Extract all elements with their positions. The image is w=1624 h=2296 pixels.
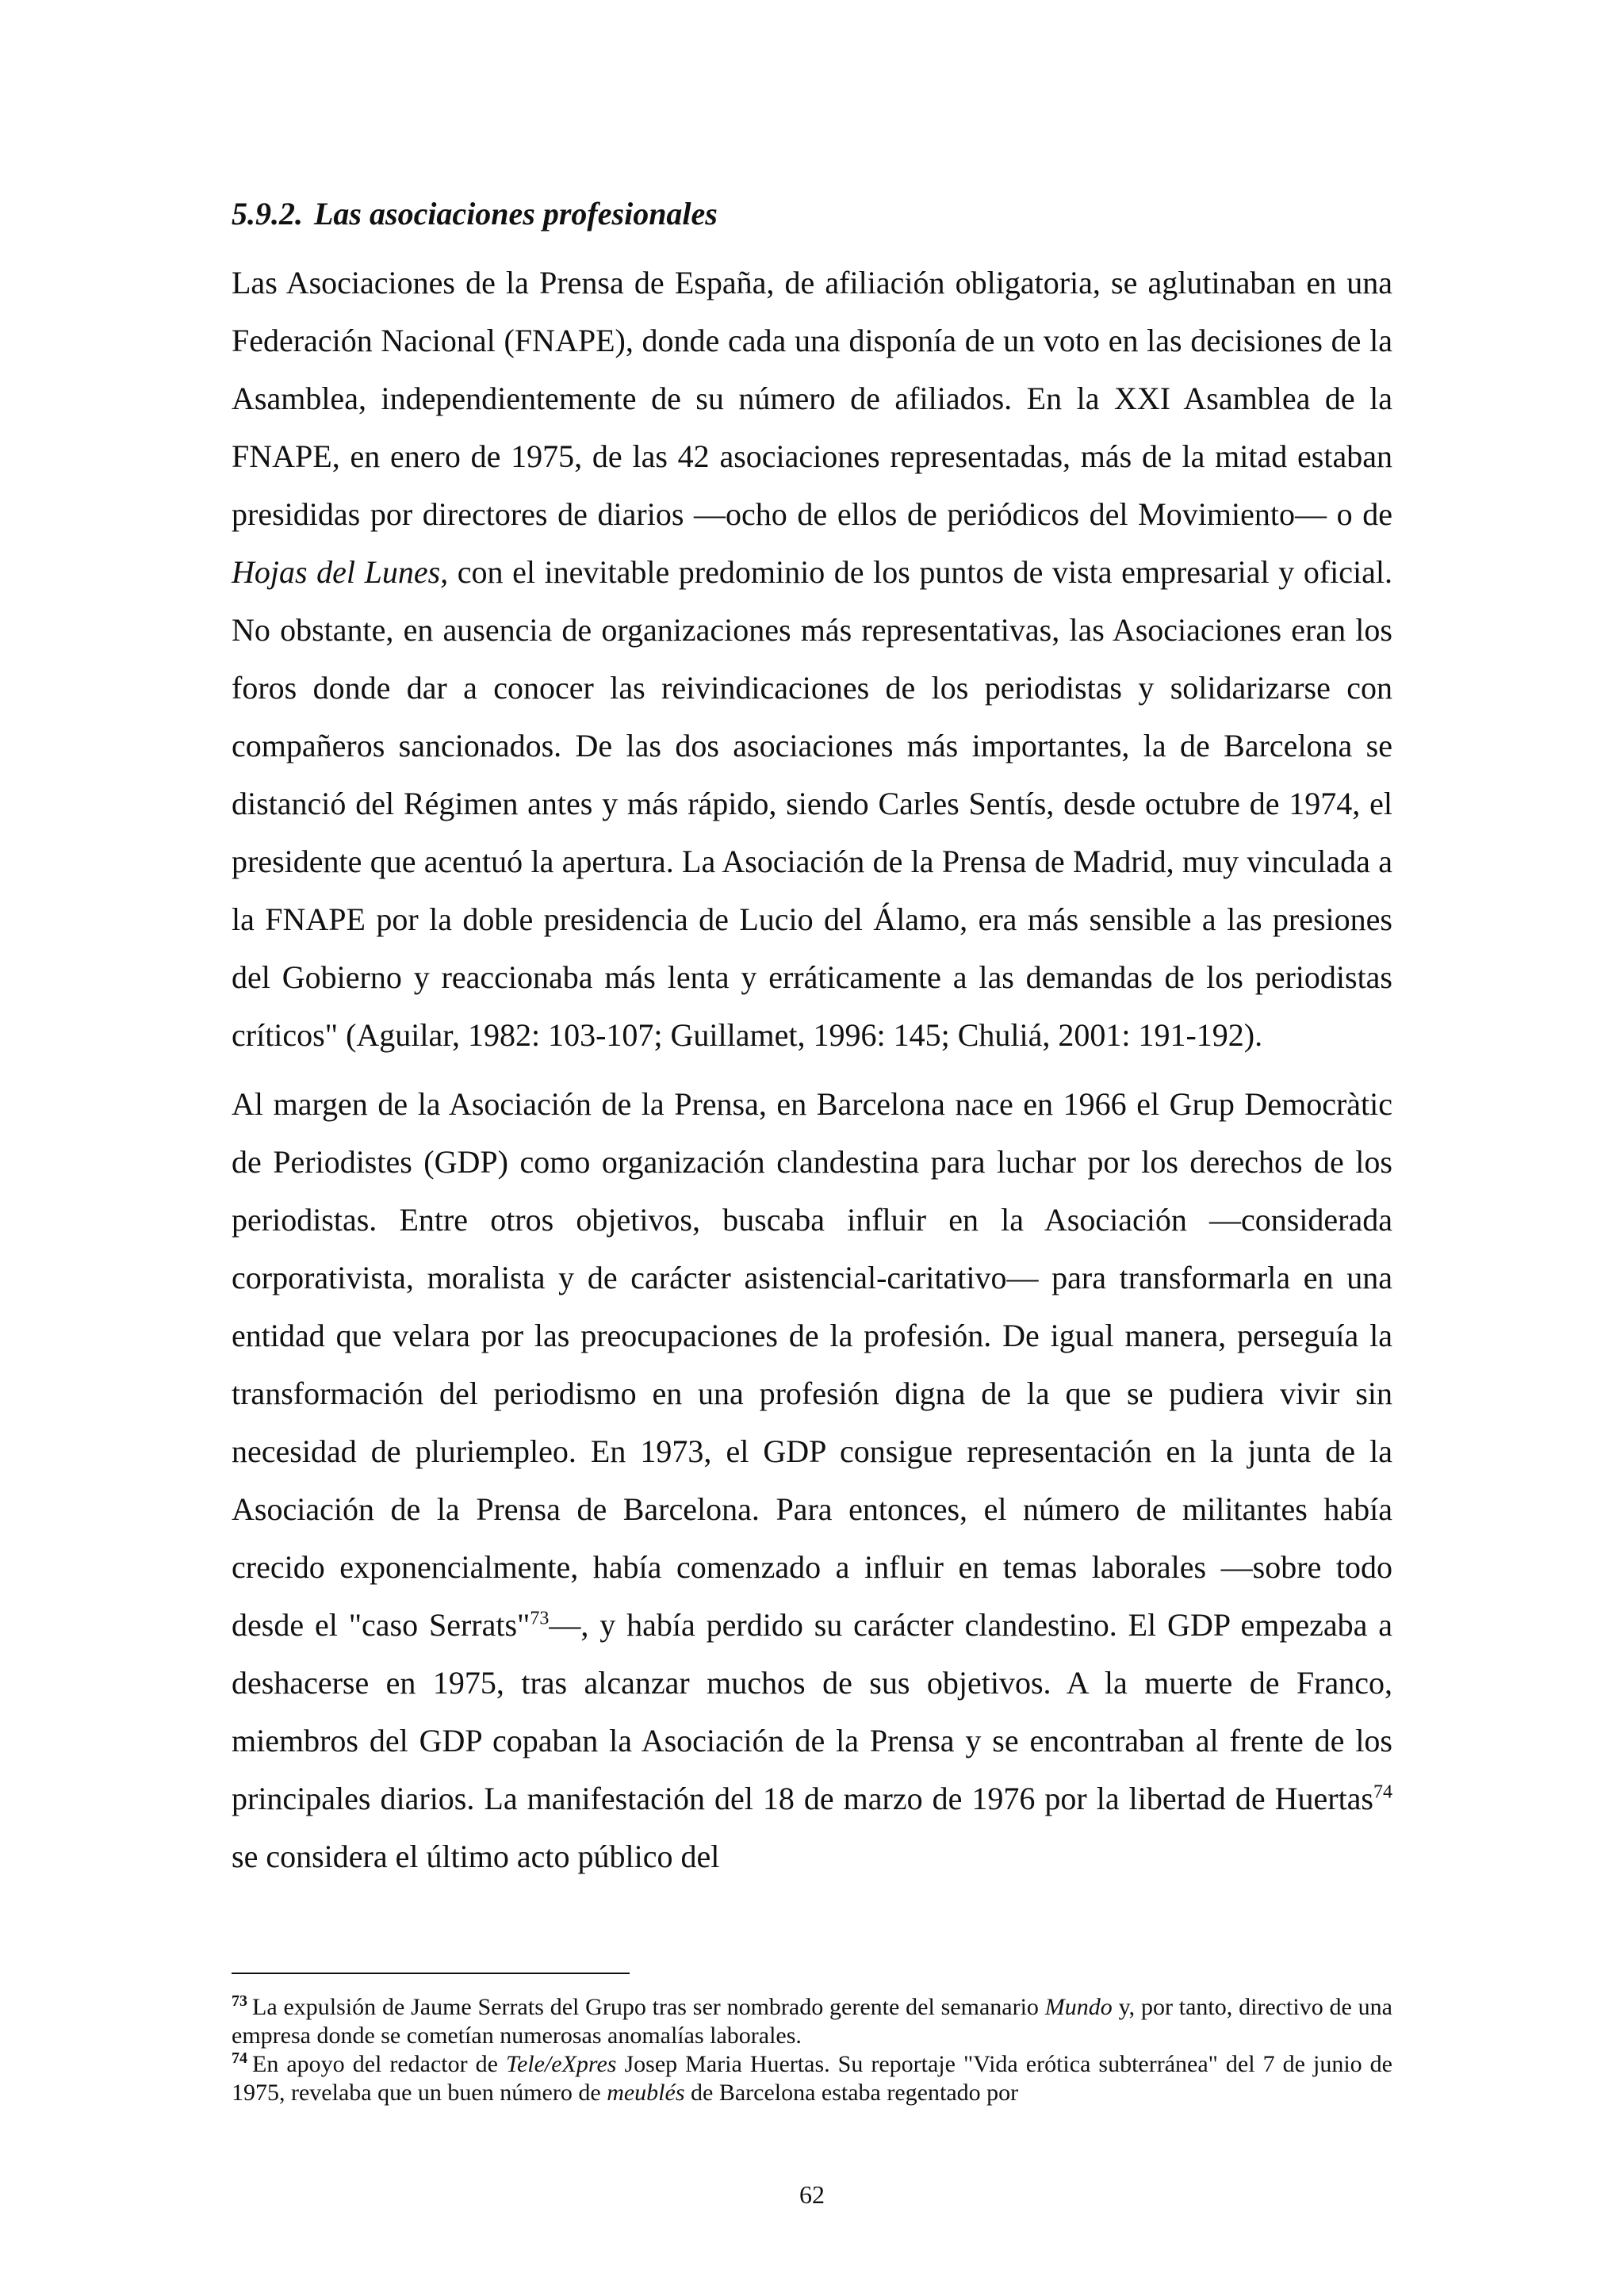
footnote-italic: Mundo [1044,1994,1113,2020]
paragraph-1 [232,254,1392,1064]
paragraph-2-text-b: —, y había perdido su carácter clandestino. El GDP empezaba a deshacerse en 1975, tras alcanzar muchos de sus objetivos. A la muerte de Franco, miembros del GDP copaban la Asociación de la Prensa y se encontraban al frente de los principales diarios. La manifestación del 18 de marzo de 1976 por la libertad de Huertas [232,1607,1392,1816]
footnote-text: La expulsión de Jaume Serrats del Grupo tras ser nombrado gerente del semanario [252,1994,1045,2020]
page-number: 62 [799,2180,825,2209]
footnote-ref-74[interactable]: 74 [1373,1781,1392,1803]
footnote-74 [232,2050,1392,2107]
footnote-number: 73 [232,1992,247,2010]
section-title: Las asociaciones profesionales [314,196,718,232]
footnote-text: de Barcelona estaba regentado por [684,2080,1019,2106]
paragraph-1-text-a: Las Asociaciones de la Prensa de España, de afiliación obligatoria, se aglutinaban en una Federación Nacional (FNAPE), donde cada una disponía de un voto en las decisiones de la Asamblea, independientemente de su número de afiliados. En la XXI Asamblea de la FNAPE, en enero de 1975, de las 42 asociaciones representadas, más de la mitad estaban presididas por directores de diarios —ocho de ellos de periódicos del Movimiento— o de [232,265,1392,532]
footnote-separator [232,1973,630,1974]
body-text [232,254,1392,1896]
footnote-text: En apoyo del redactor de [252,2051,507,2077]
footnote-italic: Tele/eXpres [506,2051,617,2077]
footnote-ref-73[interactable]: 73 [530,1608,550,1629]
paragraph-2 [232,1075,1392,1885]
paragraph-2-text-c: se considera el último acto público del [232,1839,720,1874]
footnote-number: 74 [232,2049,247,2067]
paragraph-1-italic-title: Hojas del Lunes, [232,554,449,590]
paragraph-2-text-a: Al margen de la Asociación de la Prensa, en Barcelona nace en 1966 el Grup Democràtic de Periodistes (GDP) como organización clandestina para luchar por los derechos de los periodistas. Entre otros objetivos, buscaba influir en la Asociación —considerada corporativista, moralista y de carácter asistencial-caritativo— para transformarla en una entidad que velara por las preocupaciones de la profesión. De igual manera, perseguía la transformación del periodismo en una profesión digna de la que se pudiera vivir sin necesidad de pluriempleo. En 1973, el GDP consigue representación en la junta de la Asociación de la Prensa de Barcelona. Para entonces, el número de militantes había crecido exponencialmente, había comenzado a influir en temas laborales —sobre todo desde el "caso Serrats" [232,1086,1392,1643]
paragraph-1-text-b: con el inevitable predominio de los puntos de vista empresarial y oficial. No obstante, en ausencia de organizaciones más representativas, las Asociaciones eran los foros donde dar a conocer las reivindicaciones de los periodistas y solidarizarse con compañeros sancionados. De las dos asociaciones más importantes, la de Barcelona se distanció del Régimen antes y más rápido, siendo Carles Sentís, desde octubre de 1974, el presidente que acentuó la apertura. La Asociación de la Prensa de Madrid, muy vinculada a la FNAPE por la doble presidencia de Lucio del Álamo, era más sensible a las presiones del Gobierno y reaccionaba más lenta y erráticamente a las demandas de los periodistas críticos" (Aguilar, 1982: 103-107; Guillamet, 1996: 145; Chuliá, 2001: 191-192). [232,554,1392,1053]
footnote-text: Josep Maria Huertas. Su reportaje "Vida erótica subterránea" del 7 de junio de 1975, revelaba que un buen número de [232,2051,1392,2106]
section-heading [232,190,1392,238]
footnotes [232,1993,1392,2107]
footnote-italic: meublés [607,2080,685,2106]
footnote-text: y, por tanto, directivo de una empresa donde se cometían numerosas anomalías laborales. [232,1994,1392,2049]
section-number: 5.9.2. [232,196,303,232]
footnote-73 [232,1993,1392,2050]
